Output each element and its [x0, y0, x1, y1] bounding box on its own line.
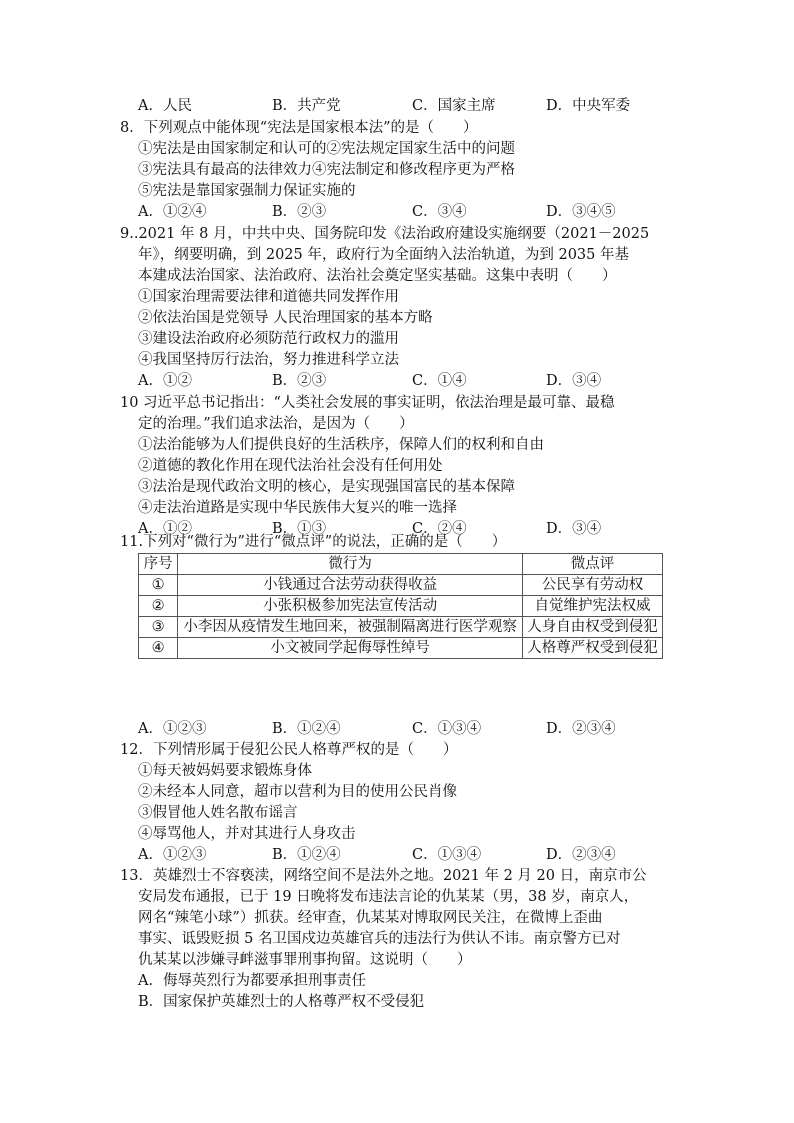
q11-option-d: D．②③④	[546, 721, 616, 737]
row-number: ④	[139, 638, 178, 659]
header-comment: 微点评	[522, 554, 662, 575]
row-number: ②	[139, 596, 178, 617]
table-row	[139, 596, 663, 617]
q12-option-c: C．①③④	[412, 847, 482, 863]
q10-option-c: C．②④	[412, 521, 467, 537]
q12-item: ①每天被妈妈要求锻炼身体	[138, 763, 312, 779]
row-behavior: 小李因从疫情发生地回来，被强制隔离进行医学观察	[178, 617, 523, 638]
row-behavior: 小文被同学起侮辱性绰号	[178, 638, 523, 659]
q10-item: ②道德的教化作用在现代法治社会没有任何用处	[138, 458, 443, 474]
table-row	[139, 638, 663, 659]
q9-option-d: D．③④	[546, 373, 602, 389]
q11-option-c: C．①③④	[412, 721, 482, 737]
q9-stem-line: 9..2021 年 8 月，中共中央、国务院印发《法治政府建设实施纲要（2021－2025	[120, 226, 650, 242]
q11-stem: 11.下列对“微行为”进行“微点评”的说法，正确的是（ ）	[120, 534, 507, 550]
q9-item: ②依法治国是党领导 人民治理国家的基本方略	[138, 310, 433, 326]
q10-item: ④走法治道路是实现中华民族伟大复兴的唯一选择	[138, 500, 457, 516]
row-behavior: 小张积极参加宪法宣传活动	[178, 596, 523, 617]
q8-option-d: D．③④⑤	[546, 204, 616, 220]
q10-option-b: B．①③	[272, 521, 327, 537]
row-comment: 自觉维护宪法权威	[522, 596, 662, 617]
q9-option-c: C．①④	[412, 373, 467, 389]
q10-item: ③法治是现代政治文明的核心，是实现强国富民的基本保障	[138, 479, 515, 495]
q13-stem-line: 事实、诋毁贬损 5 名卫国戍边英雄官兵的违法行为供认不讳。南京警方已对	[138, 931, 621, 947]
q13-option-b: B．国家保护英雄烈士的人格尊严权不受侵犯	[138, 994, 425, 1010]
q9-stem-line: 本建成法治国家、法治政府、法治社会奠定坚实基础。这集中表明（ ）	[138, 268, 617, 284]
q10-item: ①法治能够为人们提供良好的生活秩序，保障人们的权利和自由	[138, 437, 544, 453]
table-row	[139, 575, 663, 596]
q13-stem-line: 网名“辣笔小球”）抓获。经审查，仇某某对博取网民关注，在微博上歪曲	[138, 910, 603, 926]
q12-option-d: D．②③④	[546, 847, 616, 863]
q9-stem-line: 年》，纲要明确，到 2025 年，政府行为全面纳入法治轨道，为到 2035 年基	[138, 247, 629, 263]
q12-item: ③假冒他人姓名散布谣言	[138, 805, 298, 821]
row-behavior: 小钱通过合法劳动获得收益	[178, 575, 523, 596]
q12-option-a: A．①②③	[138, 847, 207, 863]
q12-stem: 12．下列情形属于侵犯公民人格尊严权的是（ ）	[120, 742, 458, 758]
header-number: 序号	[139, 554, 178, 575]
q13-option-a: A．侮辱英烈行为都要承担刑事责任	[138, 973, 366, 989]
row-number: ①	[139, 575, 178, 596]
q9-item: ③建设法治政府必须防范行政权力的滥用	[138, 331, 399, 347]
table-header-row	[139, 554, 663, 575]
q9-option-a: A．①②	[138, 373, 192, 389]
q7-option-a: A．人民	[138, 98, 192, 114]
q13-stem-line: 仇某某以涉嫌寻衅滋事罪刑事拘留。这说明（ ）	[138, 952, 472, 968]
q10-stem-line: 10 习近平总书记指出：“人类社会发展的事实证明，依法治理是最可靠、最稳	[120, 395, 615, 411]
q7-option-d: D．中央军委	[546, 98, 631, 114]
header-behavior: 微行为	[178, 554, 523, 575]
q12-option-b: B．①②④	[272, 847, 341, 863]
row-comment: 人格尊严权受到侵犯	[522, 638, 662, 659]
q9-item: ①国家治理需要法律和道德共同发挥作用	[138, 289, 399, 305]
q11-table	[138, 553, 663, 659]
q9-option-b: B．②③	[272, 373, 327, 389]
q11-option-a: A．①②③	[138, 721, 207, 737]
row-comment: 人身自由权受到侵犯	[522, 617, 662, 638]
q8-option-b: B．②③	[272, 204, 327, 220]
q8-item: ③宪法具有最高的法律效力④宪法制定和修改程序更为严格	[138, 162, 515, 178]
row-number: ③	[139, 617, 178, 638]
q8-stem: 8．下列观点中能体现“宪法是国家根本法”的是（ ）	[120, 120, 478, 136]
q9-item: ④我国坚持厉行法治，努力推进科学立法	[138, 352, 399, 368]
q8-item: ⑤宪法是靠国家强制力保证实施的	[138, 183, 356, 199]
q13-stem-line: 13．英雄烈士不容亵渎，网络空间不是法外之地。2021 年 2 月 20 日，南京市公	[120, 868, 647, 884]
q11-option-b: B．①②④	[272, 721, 341, 737]
q12-item: ④辱骂他人，并对其进行人身攻击	[138, 826, 356, 842]
table-row	[139, 617, 663, 638]
q7-option-b: B．共产党	[272, 98, 341, 114]
q10-option-a: A．①②	[138, 521, 192, 537]
q10-option-d: D．③④	[546, 521, 602, 537]
q7-option-c: C．国家主席	[412, 98, 496, 114]
q10-stem-line: 定的治理。”我们追求法治，是因为（ ）	[138, 416, 414, 432]
q8-option-a: A．①②④	[138, 204, 207, 220]
q12-item: ②未经本人同意，超市以营利为目的使用公民肖像	[138, 784, 457, 800]
q8-item: ①宪法是由国家制定和认可的②宪法规定国家生活中的问题	[138, 141, 515, 157]
q13-stem-line: 安局发布通报，已于 19 日晚将发布违法言论的仇某某（男，38 岁，南京人，	[138, 889, 639, 905]
q8-option-c: C．③④	[412, 204, 467, 220]
row-comment: 公民享有劳动权	[522, 575, 662, 596]
